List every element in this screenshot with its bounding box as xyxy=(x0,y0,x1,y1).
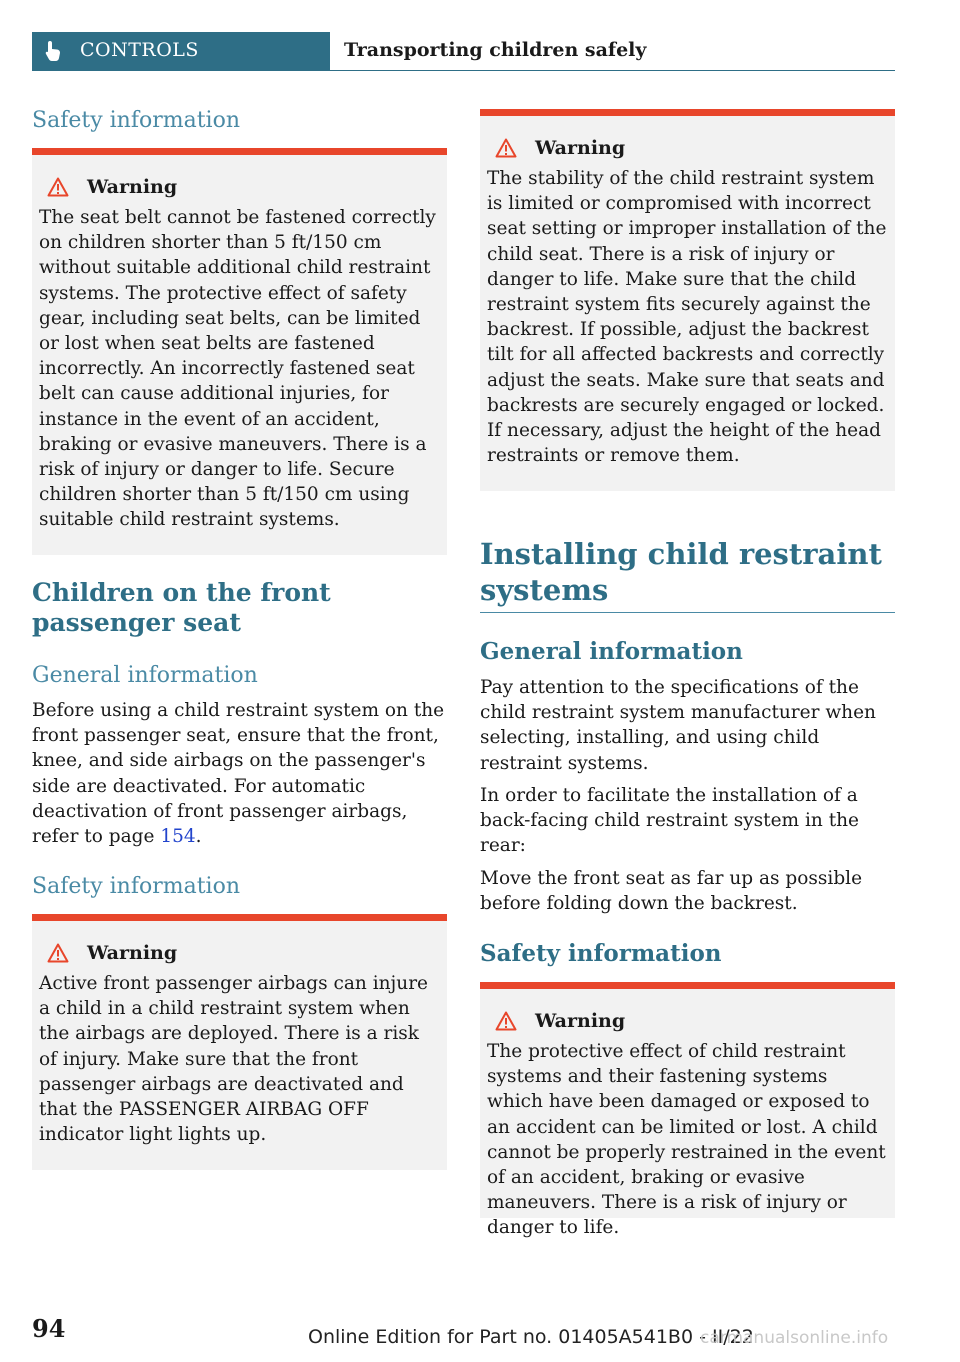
general-information-heading: General information xyxy=(32,663,258,688)
warning-box xyxy=(32,148,447,555)
page-link[interactable]: 154 xyxy=(160,826,196,848)
edition-footer: Online Edition for Part no. 01405A541B0 - II/22 xyxy=(308,1326,754,1348)
general-text-end: . xyxy=(195,826,202,848)
installing-child-restraint-heading: Installing child restraint systems xyxy=(480,537,882,607)
section-tab xyxy=(32,32,330,70)
watermark: carmanualsonline.info xyxy=(700,1328,889,1348)
warning-label: Warning xyxy=(535,137,626,159)
warning-label: Warning xyxy=(87,942,178,964)
warning-text: The seat belt cannot be fastened correctly on children shorter than 5 ft/150 cm without suitable additional child restraint systems. The protective effect of safety gear, including seat belts, can be limited or lost when seat belts are fastened incorrectly. An incorrectly fastened seat belt can cause additional injuries, for instance in the event of an accident, braking or evasive maneuvers. There is a risk of injury or danger to life. Secure children shorter than 5 ft/150 cm using suitable child restraint systems. xyxy=(39,207,436,531)
general-information-text xyxy=(32,698,447,849)
safety-information-heading: Safety information xyxy=(32,874,240,899)
paragraph: In order to facilitate the installation of a back-facing child restraint system in the rear: xyxy=(480,785,859,857)
general-text: Before using a child restraint system on the front passenger seat, ensure that the front, knee, and side airbags on the passenger's side are deactivated. For automatic deactivation of front passenger airbags, refer to page xyxy=(32,700,445,848)
hand-pointer-icon xyxy=(44,40,62,62)
children-front-seat-heading: Children on the front passenger seat xyxy=(32,578,331,637)
warning-text: The protective effect of child restraint systems and their fastening systems which have been damaged or exposed to an accident can be limited or lost. A child cannot be properly restrained in the event of an accident, braking or evasive maneuvers. There is a risk of injury or danger to life. xyxy=(487,1041,886,1239)
safety-information-heading: Safety information xyxy=(480,940,722,967)
chapter-title: Transporting children safely xyxy=(344,39,647,61)
warning-title xyxy=(487,136,887,160)
page-number: 94 xyxy=(32,1314,66,1343)
page-header xyxy=(32,32,895,71)
safety-information-heading: Safety information xyxy=(32,108,240,133)
warning-box xyxy=(480,982,895,1239)
paragraph: Move the front seat as far up as possible before folding down the backrest. xyxy=(480,868,863,915)
general-information-heading: General information xyxy=(480,638,743,665)
paragraph: Pay attention to the specifications of the child restraint system manufacturer when selecting, installing, and using child restraint systems. xyxy=(480,677,876,774)
warning-box xyxy=(32,914,447,1170)
warning-title xyxy=(487,1009,887,1033)
warning-text: The stability of the child restraint system is limited or compromised with incorrect seat setting or improper installation of the child seat. There is a risk of injury or danger to life. Make sure that the child restraint system fits securely against the backrest. If possible, adjust the backrest tilt for all affected backrests and correctly adjust the seats. Make sure that seats and backrests are securely engaged or locked. If necessary, adjust the height of the head restraints or remove them. xyxy=(487,168,887,467)
warning-title xyxy=(39,941,439,965)
warning-label: Warning xyxy=(535,1010,626,1032)
heading-rule xyxy=(480,612,895,613)
warning-box xyxy=(480,109,895,491)
warning-label: Warning xyxy=(87,176,178,198)
warning-triangle-icon xyxy=(47,943,69,963)
section-label: CONTROLS xyxy=(80,39,199,61)
warning-triangle-icon xyxy=(495,138,517,158)
warning-title xyxy=(39,175,439,199)
warning-triangle-icon xyxy=(47,177,69,197)
warning-text: Active front passenger airbags can injure a child in a child restraint system when the airbags are deployed. There is a risk of injury. Make sure that the front passenger airbags are deactivated and that the PASSENGER AIRBAG OFF indicator light lights up. xyxy=(39,973,428,1146)
warning-triangle-icon xyxy=(495,1011,517,1031)
